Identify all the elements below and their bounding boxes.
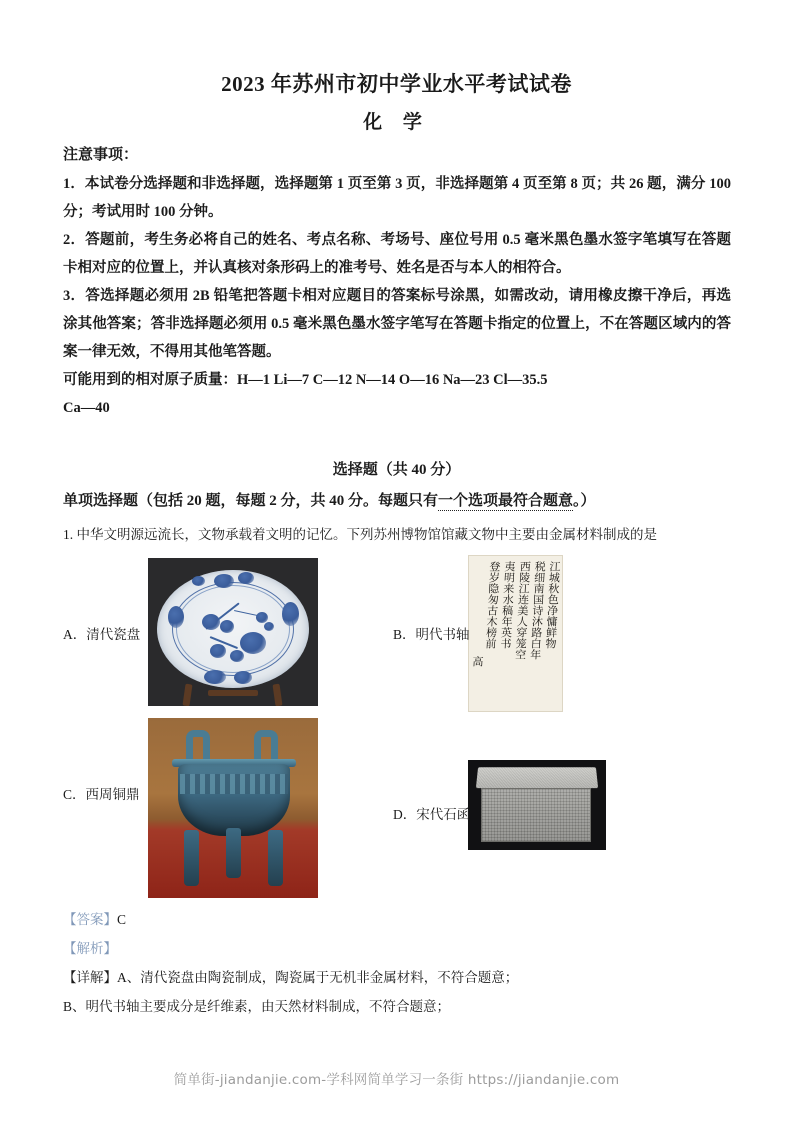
choice-section-title: 选择题（共 40 分） [332,462,461,478]
plate-rim-floral [234,671,252,684]
calligraphy-column: 登岁隐匆古木榜前 [483,561,501,649]
option-b-key: B． [393,627,416,642]
footer-watermark: 简单街-jiandanjie.com-学科网简单学习一条街 https://jiandanjie.com [173,1072,620,1088]
atomic-mass-values: H—1 Li—7 C—12 N—14 O—16 Na—23 Cl—35.5 [237,372,548,388]
option-c-label: 西周铜鼎 [85,787,140,802]
option-c[interactable] [63,786,140,804]
plate-stand-leg [273,684,283,706]
plate-rim-floral [214,574,234,588]
plate-center-blossom [230,650,244,662]
plate-rim-floral [204,670,226,684]
ding-handle-right [254,730,278,762]
relative-atomic-mass-line [63,366,731,394]
question-1-options [0,548,793,908]
single-choice-instruction [63,489,731,510]
plate-rim-floral [282,602,299,626]
detail-tag: 【详解】 [63,970,117,985]
plate-rim-floral [192,576,205,586]
plate-center-blossom [264,622,274,631]
plate-center-blossom [220,620,234,633]
option-d[interactable] [393,806,470,824]
ding-handle-left [186,730,210,762]
notice-section [63,142,731,422]
plate-stand-bar [208,690,258,696]
stone-casket-body [481,788,591,842]
question-text: 中华文明源远流长，文物承载着文明的记忆。下列苏州博物馆馆藏文物中主要由金属材料制成的是 [76,527,657,542]
option-c-key: C． [63,787,86,802]
notice-heading: 注意事项： [63,147,139,163]
calligraphy-column: 夷明来水稿年英书 [498,561,516,649]
ding-leg-center [226,828,241,878]
song-stone-casket-photo [468,760,606,850]
single-choice-suffix: 。） [573,493,596,509]
single-choice-emphasis: 一个选项最符合题意 [438,493,574,509]
plate-center-blossom [210,644,226,658]
ding-inscription-band [180,774,288,794]
relative-atomic-mass-line-cont: Ca—40 [63,400,110,416]
atomic-mass-label: 可能用到的相对原子质量： [63,372,237,388]
qing-porcelain-plate-photo [148,558,318,706]
stone-casket-lid [476,767,598,788]
answer-analysis-section [63,905,735,1021]
page-title: 2023 年苏州市初中学业水平考试试卷 [221,72,572,96]
notice-item-1: 1．本试卷分选择题和非选择题，选择题第 1 页至第 3 页，非选择题第 4 页至第 8 页；共 26 题，满分 100 分；考试用时 100 分钟。 [63,176,731,220]
question-1-stem [63,524,735,546]
detail-line-b: B、明代书轴主要成分是纤维素，由天然材料制成，不符合题意； [63,999,451,1014]
answer-line [63,905,735,934]
plate-stand-leg [183,684,193,706]
calligraphy-column: 税细南国诗沐路白年 [528,561,546,660]
calligraphy-column: 江城秋色净慵鲜物 [543,561,561,649]
question-number: 1. [63,527,74,542]
analysis-line [63,934,735,963]
plate-rim-floral [238,572,254,584]
option-a-key: A． [63,627,87,642]
plate-center-blossom [240,632,266,654]
calligraphy-column: 高 [470,656,484,667]
notice-item-2: 2．答题前，考生务必将自己的姓名、考点名称、考场号、座位号用 0.5 毫米黑色墨水签字笔填写在答题卡相对应的位置上，并认真核对条形码上的准考号、姓名是否与本人的相符合。 [63,232,731,276]
ming-calligraphy-scroll-photo [468,555,563,712]
plate-center-blossom [202,614,220,630]
option-a-label: 清代瓷盘 [86,627,141,642]
option-a[interactable] [63,626,140,644]
answer-value: C [117,912,127,927]
ding-leg-right [268,830,283,886]
analysis-tag: 【解析】 [63,941,117,956]
option-b[interactable] [393,626,470,644]
answer-tag: 【答案】 [63,912,117,927]
option-b-label: 明代书轴 [415,627,470,642]
detail-text-a: A、清代瓷盘由陶瓷制成，陶瓷属于无机非金属材料，不符合题意； [117,970,519,985]
ding-leg-left [184,830,199,886]
notice-item-3: 3．答选择题必须用 2B 铅笔把答题卡相对应题目的答案标号涂黑，如需改动，请用橡皮擦干净后，再选涂其他答案；答非选择题必须用 0.5 毫米黑色墨水签字笔写在答题卡指定的位置上，不在答题区域内的答案一律无效，不得用其他笔答题。 [63,288,731,360]
calligraphy-column: 西陵江连美人穿笼空 [513,561,531,660]
plate-rim-floral [168,606,184,628]
detail-line-a [63,963,735,992]
subject-title: 化 学 [363,112,430,133]
option-d-key: D． [393,807,417,822]
western-zhou-bronze-ding-photo [148,718,318,898]
single-choice-prefix: 单项选择题（包括 20 题，每题 2 分，共 40 分。每题只有 [63,493,439,509]
option-d-label: 宋代石函 [416,807,471,822]
